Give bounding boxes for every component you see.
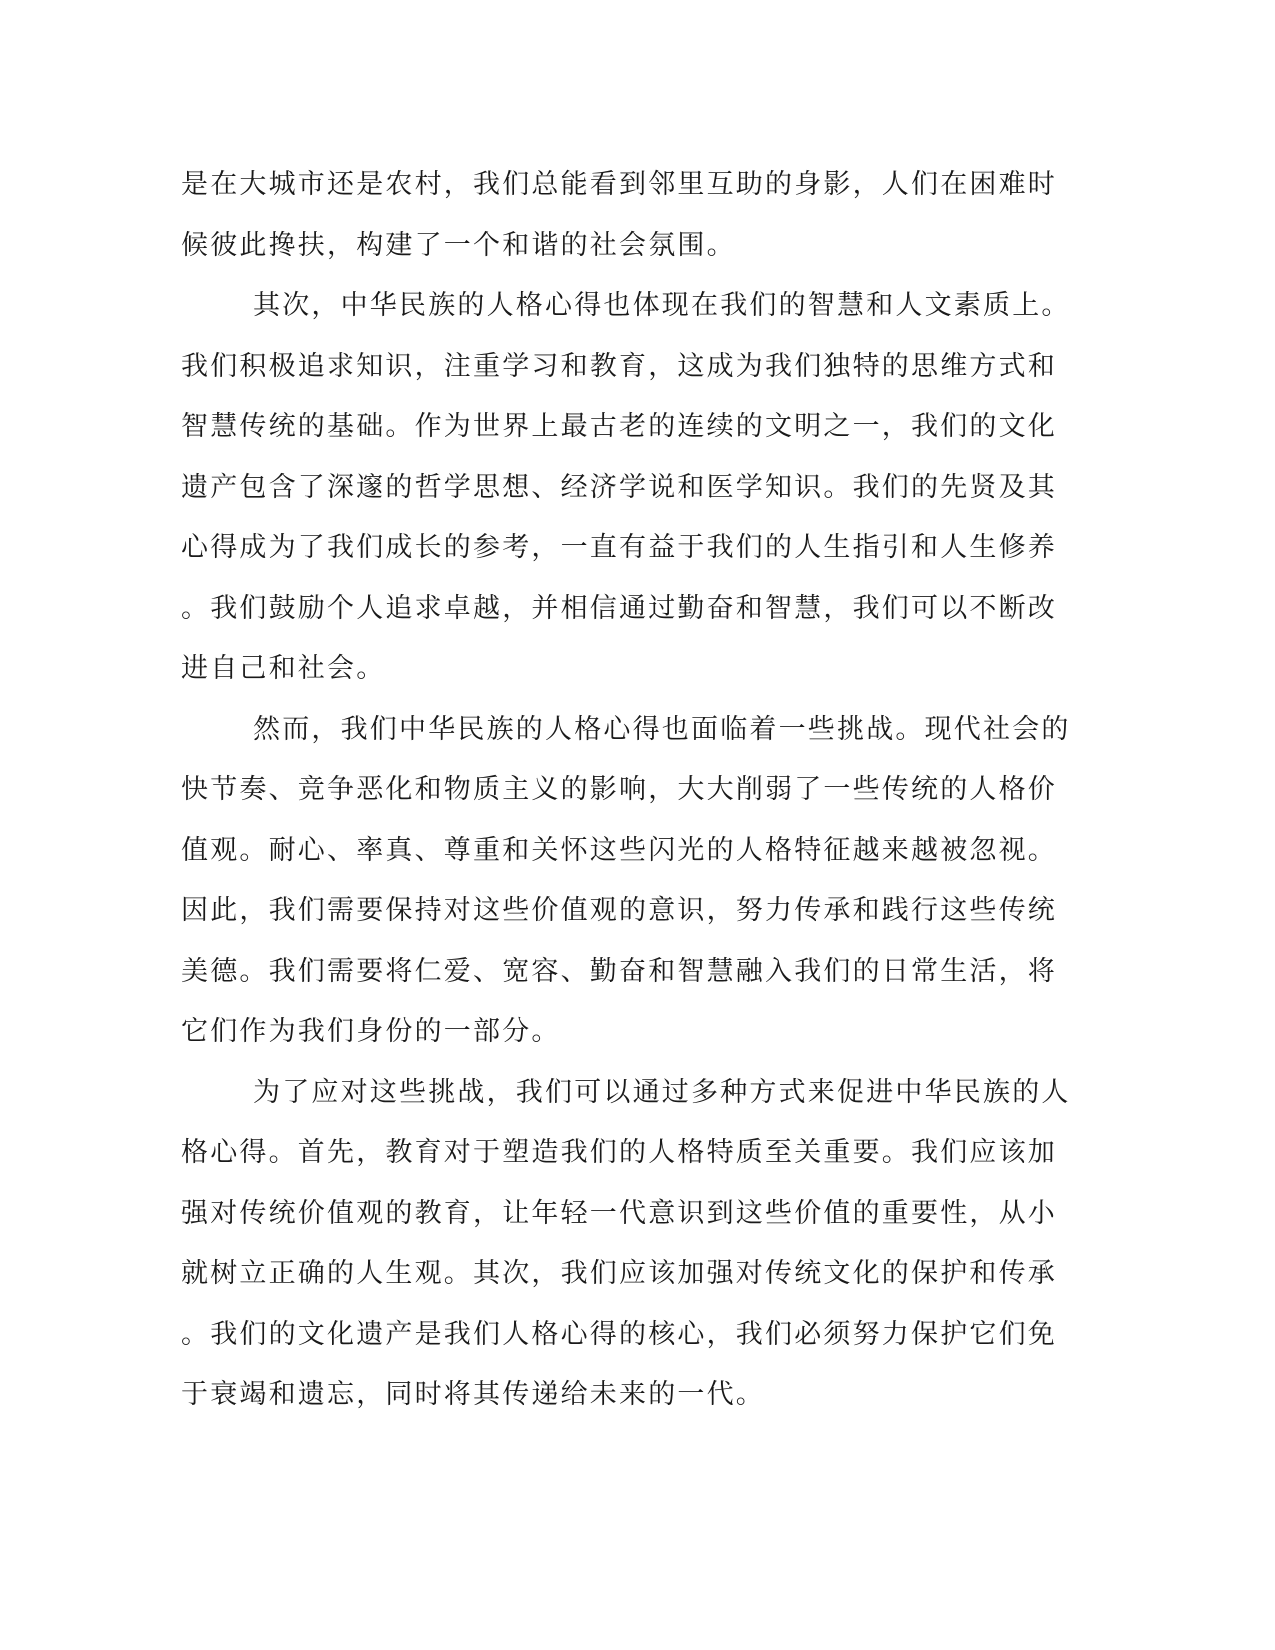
- text-line: 智慧传统的基础。作为世界上最古老的连续的文明之一，我们的文化: [181, 411, 1057, 442]
- text-line: 值观。耐心、率真、尊重和关怀这些闪光的人格特征越来越被忽视。: [181, 834, 1057, 866]
- text-line: 心得成为了我们成长的参考，一直有益于我们的人生指引和人生修养: [181, 532, 1057, 563]
- text-line: 美德。我们需要将仁爱、宽容、勤奋和智慧融入我们的日常生活，将: [181, 955, 1057, 987]
- text-line: 因此，我们需要保持对这些价值观的意识，努力传承和践行这些传统: [181, 895, 1057, 926]
- paragraph-first-line: 其次，中华民族的人格心得也体现在我们的智慧和人文素质上。: [253, 290, 1071, 321]
- text-line: 快节奏、竞争恶化和物质主义的影响，大大削弱了一些传统的人格价: [181, 774, 1057, 805]
- text-line: 于衰竭和遗忘，同时将其传递给未来的一代。: [181, 1379, 765, 1410]
- text-line: 强对传统价值观的教育，让年轻一代意识到这些价值的重要性，从小: [181, 1197, 1057, 1229]
- text-line: 。我们的文化遗产是我们人格心得的核心，我们必须努力保护它们免: [181, 1318, 1057, 1350]
- text-line: 是在大城市还是农村，我们总能看到邻里互助的身影，人们在困难时: [181, 169, 1057, 200]
- text-line: 格心得。首先，教育对于塑造我们的人格特质至关重要。我们应该加: [181, 1137, 1057, 1168]
- document-body: [181, 155, 1071, 1426]
- text-line: 候彼此搀扶，构建了一个和谐的社会氛围。: [181, 229, 736, 261]
- text-line: 我们积极追求知识，注重学习和教育，这成为我们独特的思维方式和: [181, 350, 1057, 382]
- paragraph-first-line: 为了应对这些挑战，我们可以通过多种方式来促进中华民族的人: [253, 1076, 1071, 1108]
- text-line: 进自己和社会。: [181, 653, 386, 684]
- text-line: 。我们鼓励个人追求卓越，并相信通过勤奋和智慧，我们可以不断改: [181, 592, 1057, 624]
- text-line: 它们作为我们身份的一部分。: [181, 1016, 561, 1047]
- text-line: 遗产包含了深邃的哲学思想、经济学说和医学知识。我们的先贤及其: [181, 471, 1057, 503]
- text-line: 就树立正确的人生观。其次，我们应该加强对传统文化的保护和传承: [181, 1258, 1057, 1289]
- paragraph-first-line: 然而，我们中华民族的人格心得也面临着一些挑战。现代社会的: [253, 713, 1071, 745]
